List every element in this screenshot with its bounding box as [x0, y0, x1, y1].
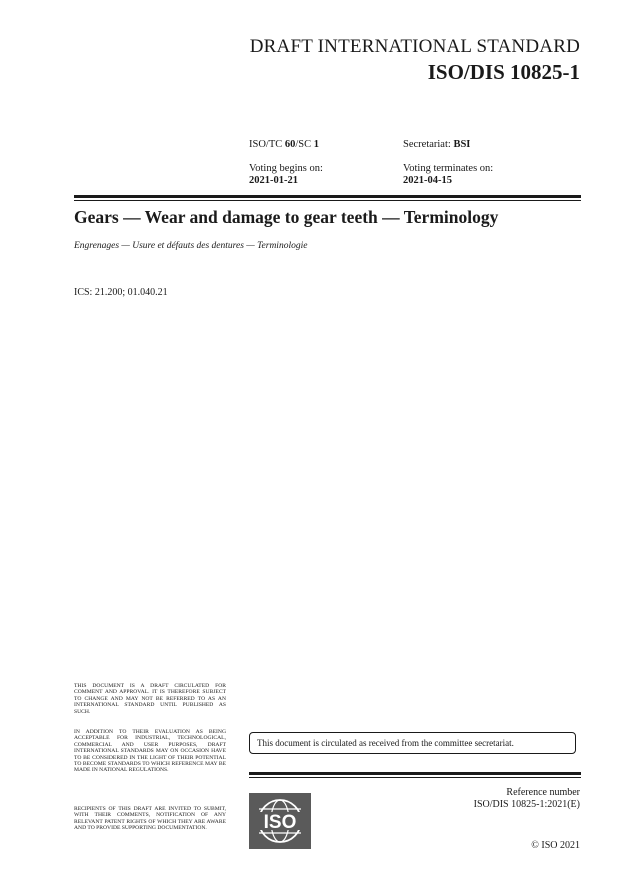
document-title: Gears — Wear and damage to gear teeth — Terminology	[74, 207, 499, 227]
iso-logo	[249, 793, 311, 849]
reference-number-value: ISO/DIS 10825-1:2021(E)	[473, 799, 580, 810]
disclaimer-paragraph-1: THIS DOCUMENT IS A DRAFT CIRCULATED FOR COMMENT AND APPROVAL. IT IS THEREFORE SUBJECT TO CHANGE AND MAY NOT BE REFERRED TO AS AN INTERNATIONAL STANDARD UNTIL PUBLISHED AS SUCH.	[74, 683, 226, 715]
iso-logo-text: ISO	[263, 812, 297, 833]
voting-terminates	[403, 163, 493, 187]
secretariat-value: BSI	[453, 139, 471, 150]
voting-begins-label: Voting begins on:	[249, 163, 323, 174]
copyright: © ISO 2021	[531, 840, 580, 851]
header-rule-thick	[74, 195, 581, 198]
document-kind: DRAFT INTERNATIONAL STANDARD	[249, 36, 580, 57]
header-rule-thin	[74, 200, 581, 201]
ics-codes: ICS: 21.200; 01.040.21	[74, 287, 168, 298]
committee-info	[249, 139, 319, 151]
secretariat-info	[403, 139, 470, 151]
secretariat-label: Secretariat:	[403, 139, 454, 150]
voting-begins-date: 2021-01-21	[249, 175, 298, 186]
footer-rule-thick	[249, 772, 581, 775]
footer-rule-thin	[249, 777, 581, 778]
disclaimer-paragraph-3: RECIPIENTS OF THIS DRAFT ARE INVITED TO SUBMIT, WITH THEIR COMMENTS, NOTIFICATION OF ANY RELEVANT PATENT RIGHTS OF WHICH THEY ARE AWARE AND TO PROVIDE SUPPORTING DOCUMENTATION.	[74, 806, 226, 832]
disclaimer-paragraph-2: IN ADDITION TO THEIR EVALUATION AS BEING ACCEPTABLE FOR INDUSTRIAL, TECHNOLOGICAL, COMMERCIAL AND USER PURPOSES, DRAFT INTERNATIONAL STANDARDS MAY ON OCCASION HAVE TO BE CONSIDERED IN THE LIGHT OF THEIR POTENTIAL TO BECOME STANDARDS TO WHICH REFERENCE MAY BE MADE IN NATIONAL REGULATIONS.	[74, 729, 226, 774]
voting-begins	[249, 163, 323, 187]
circulation-notice: This document is circulated as received from the committee secretariat.	[249, 732, 576, 754]
committee-sc: 1	[313, 139, 320, 150]
committee-sep: /SC	[295, 139, 314, 150]
committee-prefix: ISO/TC	[249, 139, 285, 150]
reference-number-label: Reference number	[506, 787, 580, 798]
document-subtitle: Engrenages — Usure et défauts des dentures — Terminologie	[74, 241, 308, 251]
document-number: ISO/DIS 10825-1	[427, 60, 580, 84]
voting-terminates-label: Voting terminates on:	[403, 163, 494, 174]
committee-tc: 60	[284, 139, 296, 150]
voting-terminates-date: 2021-04-15	[403, 175, 452, 186]
